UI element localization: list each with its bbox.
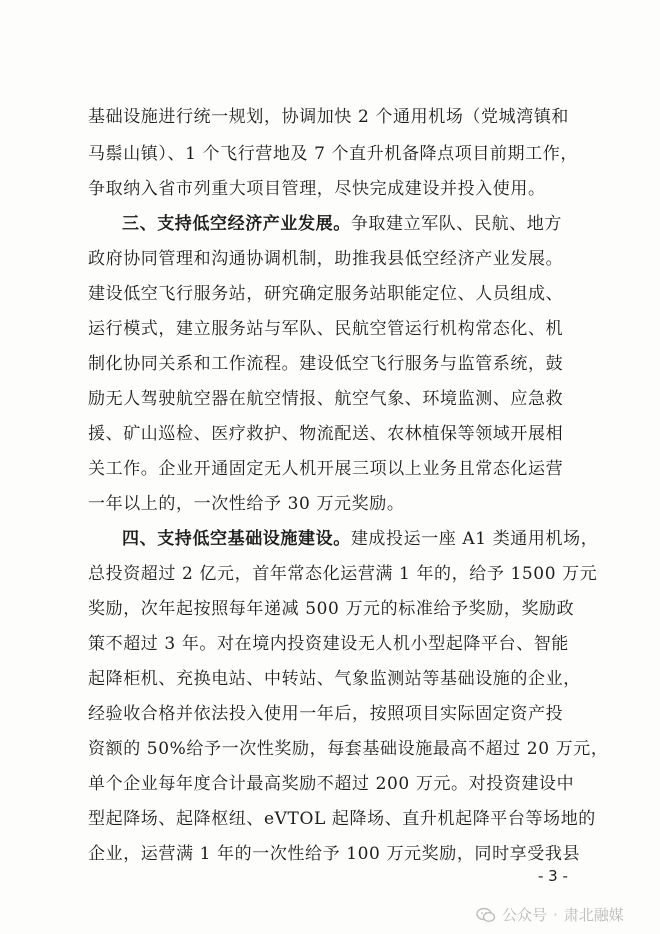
text-line: 基础设施进行统一规划，协调加快 2 个通用机场（党城湾镇和	[88, 107, 570, 127]
text-line: 单个企业每年度合计最高奖励不超过 200 万元。对投资建设中	[88, 774, 575, 794]
text-line: 运行模式，建立服务站与军队、民航空管运行机构常态化、机	[88, 319, 564, 339]
text-line: 奖励，次年起按照每年递减 500 万元的标准给予奖励，奖励政	[88, 599, 575, 619]
text-line: 总投资超过 2 亿元，首年常态化运营满 1 年的，给予 1500 万元	[88, 564, 598, 584]
section-3-paragraph	[122, 213, 660, 235]
text-line: 资额的 50%给予一次性奖励，每套基础设施最高不超过 20 万元，	[88, 739, 609, 759]
wechat-icon	[476, 907, 496, 923]
text-line: 争取纳入省市列重大项目管理，尽快完成建设并投入使用。	[88, 179, 546, 199]
page-number: - 3 -	[538, 867, 568, 885]
text-line: 援、矿山巡检、医疗救护、物流配送、农林植保等领域开展相	[88, 424, 564, 444]
text-line: 型起降场、起降枢纽、eVTOL 起降场、直升机起降平台等场地的	[88, 809, 596, 829]
text-line: 一年以上的，一次性给予 30 万元奖励。	[88, 494, 405, 514]
section-4-paragraph	[122, 528, 660, 550]
text-line: 起降柜机、充换电站、中转站、气象监测站等基础设施的企业，	[88, 669, 581, 689]
text-line: 制化协同关系和工作流程。建设低空飞行服务与监管系统，鼓	[88, 354, 564, 374]
section-3-heading: 三、支持低空经济产业发展。	[122, 214, 351, 234]
text-span: 建成投运一座 A1 类通用机场，	[350, 529, 599, 549]
section-4-heading: 四、支持低空基础设施建设。	[122, 529, 351, 549]
text-span: 争取建立军队、民航、地方	[350, 214, 563, 234]
text-line: 策不超过 3 年。对在境内投资建设无人机小型起降平台、智能	[88, 634, 570, 654]
text-line: 政府协同管理和沟通协调机制，助推我县低空经济产业发展。	[88, 249, 564, 269]
text-line: 马鬃山镇）、1 个飞行营地及 7 个直升机备降点项目前期工作，	[88, 144, 578, 164]
watermark-account-name: 肃北融媒	[563, 906, 624, 924]
text-line: 建设低空飞行服务站，研究确定服务站职能定位、人员组成、	[88, 284, 564, 304]
text-line: 企业，运营满 1 年的一次性给予 100 万元奖励，同时享受我县	[88, 844, 581, 864]
text-line: 关工作。企业开通固定无人机开展三项以上业务且常态化运营	[88, 459, 564, 479]
text-line: 经验收合格并依法投入使用一年后，按照项目实际固定资产投	[88, 704, 564, 724]
wechat-watermark	[476, 904, 624, 925]
watermark-label: 公众号	[502, 906, 548, 924]
watermark-separator: ·	[553, 905, 558, 924]
text-line: 励无人驾驶航空器在航空情报、航空气象、环境监测、应急救	[88, 389, 564, 409]
